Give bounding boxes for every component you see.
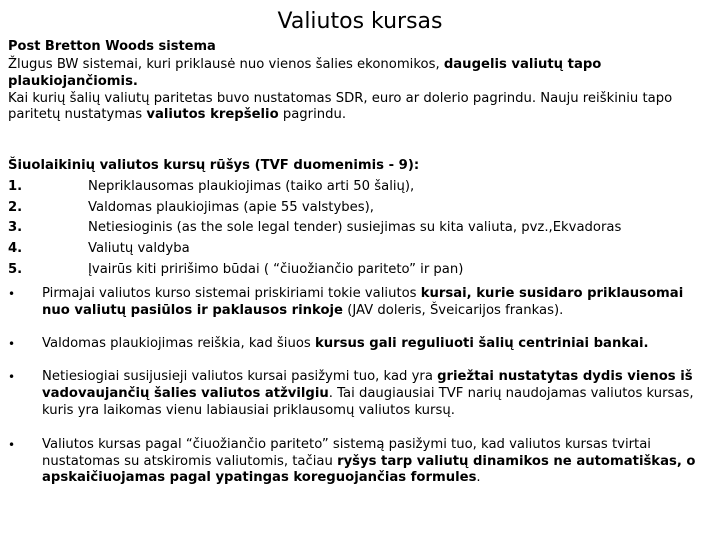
bullet-3-bold: griežtai nustatytas dydis vienos iš vadovaujančių šalies valiutos atžvilgiu [42, 369, 693, 402]
list-number: 2. [8, 199, 23, 215]
intro-p2-bold: valiutos krepšelio [146, 107, 279, 123]
bullet-item-1 [8, 286, 708, 320]
bullet-4-end: . [476, 470, 481, 486]
list-text: Valdomas plaukiojimas (apie 55 valstybes), [88, 199, 374, 215]
bullet-icon: • [8, 370, 16, 385]
list-text: Valiutų valdyba [88, 241, 190, 257]
list-number: 1. [8, 178, 23, 194]
list-item [8, 177, 708, 198]
slide-subtitle: Post Bretton Woods sistema [8, 39, 216, 54]
bullet-3-end: . Tai daugiausiai TVF narių naudojamas valiutos kursas, kuris yra laikomas vienu labiausiai priklausomų valiutos kursų. [42, 386, 694, 418]
bullet-text [42, 336, 708, 353]
list-number: 5. [8, 261, 23, 277]
bullet-4-text: Valiutos kursas pagal “čiuožiančio pariteto” sistemą pasižymi tuo, kad valiutos kursas tvirtai nustatomas su atskiromis valiutomis, tačiau [42, 436, 651, 469]
intro-p1-text: Žlugus BW sistemai, kuri priklausė nuo vienos šalies ekonomikos, [8, 57, 444, 72]
bullet-icon: • [8, 437, 16, 452]
list-item [8, 239, 708, 260]
intro-p2-end: pagrindu. [278, 107, 347, 123]
bullet-3-text: Netiesiogiai susijusieji valiutos kursai pasižymi tuo, kad yra [42, 369, 438, 385]
bullet-item-4 [8, 437, 708, 487]
bullet-text [42, 286, 708, 320]
bullet-icon: • [8, 287, 16, 301]
intro-paragraph-2 [8, 91, 708, 125]
types-heading: Šiuolaikinių valiutos kursų rūšys (TVF duomenimis - 9): [8, 158, 420, 173]
list-item [8, 218, 708, 239]
list-number: 4. [8, 241, 23, 257]
list-text: Nepriklausomas plaukiojimas (taiko arti 50 šalių), [88, 178, 415, 194]
bullet-text [42, 369, 708, 419]
intro-p2-text: Kai kurių šalių valiutų paritetas buvo nustatomas SDR, euro ar dolerio pagrindu. Nauju reiškiniu tapo paritetų nustatymas [8, 90, 673, 123]
list-item [8, 198, 708, 219]
exchange-rate-types [8, 156, 708, 281]
bullet-1-bold: kursai, kurie susidaro priklausomai nuo valiutų pasiūlos ir paklausos rinkoje [42, 286, 684, 318]
bullet-list [8, 286, 708, 504]
bullet-text [42, 437, 708, 487]
bullet-item-3 [8, 369, 708, 419]
list-text: Įvairūs kiti pririšimo būdai ( “čiuožiančio pariteto” ir pan) [88, 261, 464, 277]
bullet-1-end: (JAV doleris, Šveicarijos frankas). [343, 302, 564, 318]
bullet-4-bold: ryšys tarp valiutų dinamikos ne automatiškas, o apskaičiuojamas pagal ypatingas koreguojančias formules [42, 453, 696, 486]
bullet-2-bold: kursus gali reguliuoti šalių centriniai bankai. [314, 335, 649, 351]
slide-title: Valiutos kursas [277, 9, 443, 34]
intro-text [8, 57, 708, 124]
bullet-item-2 [8, 336, 708, 353]
list-number: 3. [8, 220, 23, 236]
intro-p1-bold: daugelis valiutų tapo plaukiojančiomis. [8, 57, 602, 89]
list-item [8, 260, 708, 281]
list-text: Netiesioginis (as the sole legal tender) susiejimas su kita valiuta, pvz.,Ekvadoras [88, 220, 622, 236]
bullet-2-text: Valdomas plaukiojimas reiškia, kad šiuos [42, 335, 315, 351]
bullet-1-text: Pirmajai valiutos kurso sistemai priskiriami tokie valiutos [42, 286, 421, 301]
intro-paragraph-1 [8, 57, 708, 91]
bullet-icon: • [8, 336, 16, 351]
